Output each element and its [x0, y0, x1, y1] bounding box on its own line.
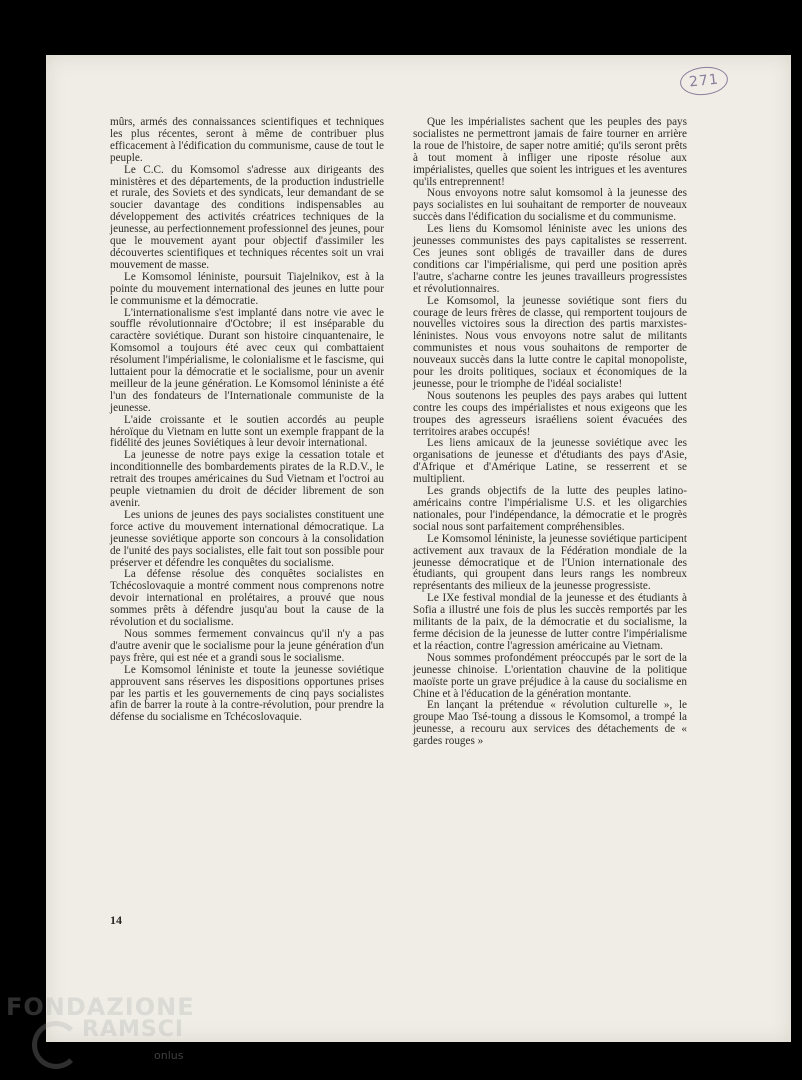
paragraph: L'internationalisme s'est implanté dans notre vie avec le souffle révolutionnaire d'Octobre; il est inséparable du caractère soviétique. Durant son histoire cinquantenaire, le Komsomol a toujours été avec ceux qui combattaient résolument l'impérialisme, le colonialisme et le fascisme, qui luttaient pour la démocratie et le socialisme, pour un avenir meilleur de la jeune génération. Le Komsomol léniniste a été l'un des fondateurs de l'Internationale communiste de la jeunesse.: [110, 306, 384, 414]
paragraph: Le Komsomol, la jeunesse soviétique sont fiers du courage de leurs frères de classe, qui remportent toujours de nouvelles victoires sous la direction des partis marxistes-léninistes. Nous vous envoyons notre salut de militants communistes et nous vous souhaitons de remporter de nouveaux succès dans la lutte contre le capital monopoliste, pour les droits politiques, sociaux et économiques de la jeunesse, pour le triomphe de l'idéal socialiste!: [413, 294, 687, 390]
paragraph: Les grands objectifs de la lutte des peuples latino-américains contre l'impérialisme U.S. et les oligarchies nationales, pour l'indépendance, la démocratie et le progrès social nous sont parfaitement compréhensibles.: [413, 485, 687, 533]
paragraph: En lançant la prétendue « révolution culturelle », le groupe Mao Tsé-toung a dissous le Komsomol, a trompé la jeunesse, a recouru aux services des détachements de « gardes rouges »: [413, 699, 687, 748]
watermark-line1: FONDAZIONE: [6, 993, 195, 1021]
paragraph: Les unions de jeunes des pays socialistes constituent une force active du mouvement international démocratique. La jeunesse soviétique apporte son concours à la consolidation de l'unité des pays socialistes, elle fait tout son possible pour préserver et défendre les conquêtes du socialisme.: [110, 508, 384, 569]
left-column: [110, 117, 384, 724]
paragraph: Les liens du Komsomol léniniste avec les unions des jeunesses communistes des pays capitalistes se resserrent. Ces jeunes sont obligés de travailler dans de dures conditions car l'impérialisme, qui perd une position après l'autre, s'acharne contre les jeunes travailleurs progressistes et révolutionnaires.: [413, 223, 687, 295]
paragraph: La défense résolue des conquêtes socialistes en Tchécoslovaquie a montré comment nous comprenons notre devoir international en prolétaires, a prouvé que nous sommes prêts à défendre jusqu'au bout la cause de la révolution et du socialisme.: [110, 568, 384, 629]
paragraph: Nous sommes profondément préoccupés par le sort de la jeunesse chinoise. L'orientation chauvine de la politique maoïste porte un grave préjudice à la cause du socialisme en Chine et à l'éducation de la génération montante.: [413, 651, 687, 700]
archival-number: 271: [688, 71, 720, 91]
watermark-line2: RAMSCI: [82, 1017, 185, 1042]
paragraph: La jeunesse de notre pays exige la cessation totale et inconditionnelle des bombardements pirates de la R.D.V., le retrait des troupes américaines du Sud Vietnam et l'octroi au peuple vietnamien du droit de décider librement de son avenir.: [110, 449, 384, 509]
paragraph: mûrs, armés des connaissances scientifiques et techniques les plus récentes, seront à même de contribuer plus efficacement à l'édification du communisme, cause de tout le peuple.: [110, 116, 384, 164]
paragraph: Le Komsomol léniniste, la jeunesse soviétique participent activement aux travaux de la Fédération mondiale de la jeunesse démocratique et de l'Union internationale des étudiants, qui groupent dans leurs rangs les nombreux représentants des milieux de la jeunesse progressiste.: [413, 532, 687, 593]
paragraph: Nous soutenons les peuples des pays arabes qui luttent contre les coups des impérialistes et nous exigeons que les troupes des agresseurs israéliens soient évacuées des territoires arabes occupés!: [413, 389, 687, 438]
g-logo-icon: [32, 1021, 80, 1069]
paragraph: Le Komsomol léniniste et toute la jeunesse soviétique approuvent sans réserves les dispositions opportunes prises par les partis et les gouvernements de cinq pays socialistes afin de barrer la route à la contre-révolution, pour prendre la défense du socialisme en Tchécoslovaquie.: [110, 663, 384, 724]
watermark-line3: onlus: [154, 1049, 184, 1062]
document-page: [46, 55, 791, 1042]
page-number: 14: [110, 913, 122, 927]
archival-number-stamp: [679, 65, 730, 98]
paragraph: L'aide croissante et le soutien accordés au peuple héroïque du Vietnam en lutte sont un exemple frappant de la fidélité des jeunes Soviétiques à leur devoir international.: [110, 413, 384, 450]
paragraph: Le C.C. du Komsomol s'adresse aux dirigeants des ministères et des départements, de la production industrielle et rurale, des Soviets et des syndicats, leur demandant de se soucier davantage des conditions indispensables au développement des activités créatrices techniques de la jeunesse, au perfectionnement professionnel des jeunes, pour que le mouvement ayant pour objectif d'assimiler les découvertes scientifiques et techniques récentes soit un vrai mouvement de masse.: [110, 163, 384, 271]
right-column: [413, 117, 687, 748]
paragraph: Nous sommes fermement convaincus qu'il n'y a pas d'autre avenir que le socialisme pour la jeune génération d'un pays frère, qui est née et a grandi sous le socialisme.: [110, 627, 384, 664]
paragraph: Les liens amicaux de la jeunesse soviétique avec les organisations de jeunesse et d'étudiants des pays d'Asie, d'Afrique et d'Amérique Latine, se resserrent et se multiplient.: [413, 437, 687, 486]
paragraph: Le Komsomol léniniste, poursuit Tiajelnikov, est à la pointe du mouvement international des jeunes en lutte pour le communisme et la démocratie.: [110, 270, 384, 307]
paragraph: Nous envoyons notre salut komsomol à la jeunesse des pays socialistes en lui souhaitant de remporter de nouveaux succès dans l'édification du socialisme et du communisme.: [413, 187, 687, 224]
paragraph: Que les impérialistes sachent que les peuples des pays socialistes ne permettront jamais de faire tourner en arrière la roue de l'histoire, de saper notre amitié; qu'ils seront prêts à tout moment à infliger une riposte résolue aux impérialistes, quelles que soient les intrigues et les aventures qu'ils entreprennent!: [413, 116, 687, 188]
paragraph: Le IXe festival mondial de la jeunesse et des étudiants à Sofia a illustré une fois de plus les succès remportés par les militants de la paix, de la démocratie et du socialisme, la ferme décision de la jeunesse de lutter contre l'impérialisme et la réaction, contre l'agression américaine au Vietnam.: [413, 592, 687, 652]
fondazione-gramsci-watermark: [6, 993, 216, 1077]
